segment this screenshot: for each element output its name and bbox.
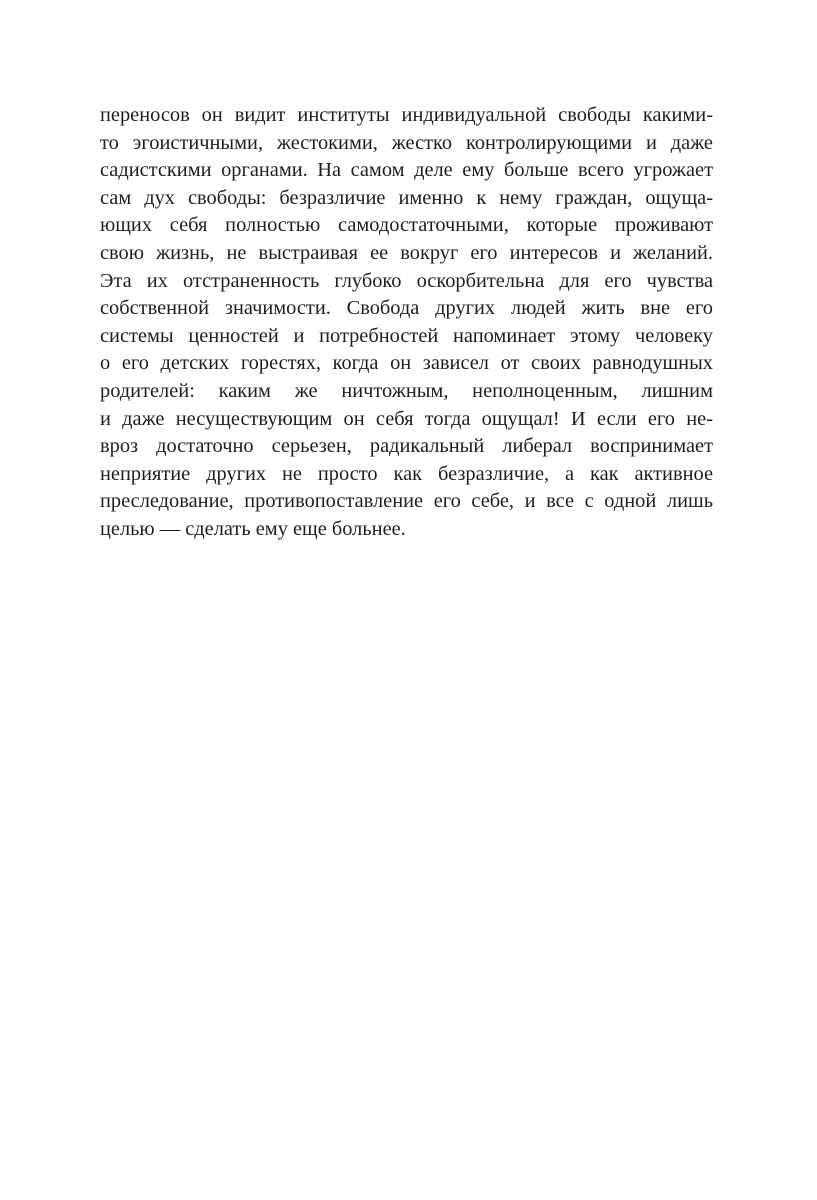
text-line: системы ценностей и потребностей напоминает этому человеку (100, 324, 713, 347)
text-line: вроз достаточно серьезен, радикальный либерал воспринимает (100, 435, 713, 458)
text-line: ющих себя полностью самодостаточными, которые проживают (100, 214, 713, 237)
text-line: неприятие других не просто как безразличие, а как активное (100, 462, 713, 485)
text-line: свою жизнь, не выстраивая ее вокруг его интересов и желаний. (100, 241, 713, 264)
body-paragraph (100, 102, 713, 544)
text-line: то эгоистичными, жестокими, жестко контролирующими и даже (100, 131, 713, 154)
text-line: преследование, противопоставление его себе, и все с одной лишь (100, 490, 713, 513)
text-line: и даже несуществующим он себя тогда ощущал! И если его не- (100, 407, 713, 430)
text-line: садистскими органами. На самом деле ему больше всего угрожает (100, 159, 713, 182)
text-line: родителей: каким же ничтожным, неполноценным, лишним (100, 379, 713, 402)
text-line: о его детских горестях, когда он зависел от своих равнодушных (100, 352, 713, 375)
text-line: Эта их отстраненность глубоко оскорбительна для его чувства (100, 269, 713, 292)
text-line: переносов он видит институты индивидуальной свободы какими- (100, 104, 713, 126)
text-line: собственной значимости. Свобода других людей жить вне его (100, 297, 713, 320)
text-line-last: целью — сделать ему еще больнее. (100, 517, 406, 540)
text-line: сам дух свободы: безразличие именно к нему граждан, ощуща- (100, 186, 713, 209)
